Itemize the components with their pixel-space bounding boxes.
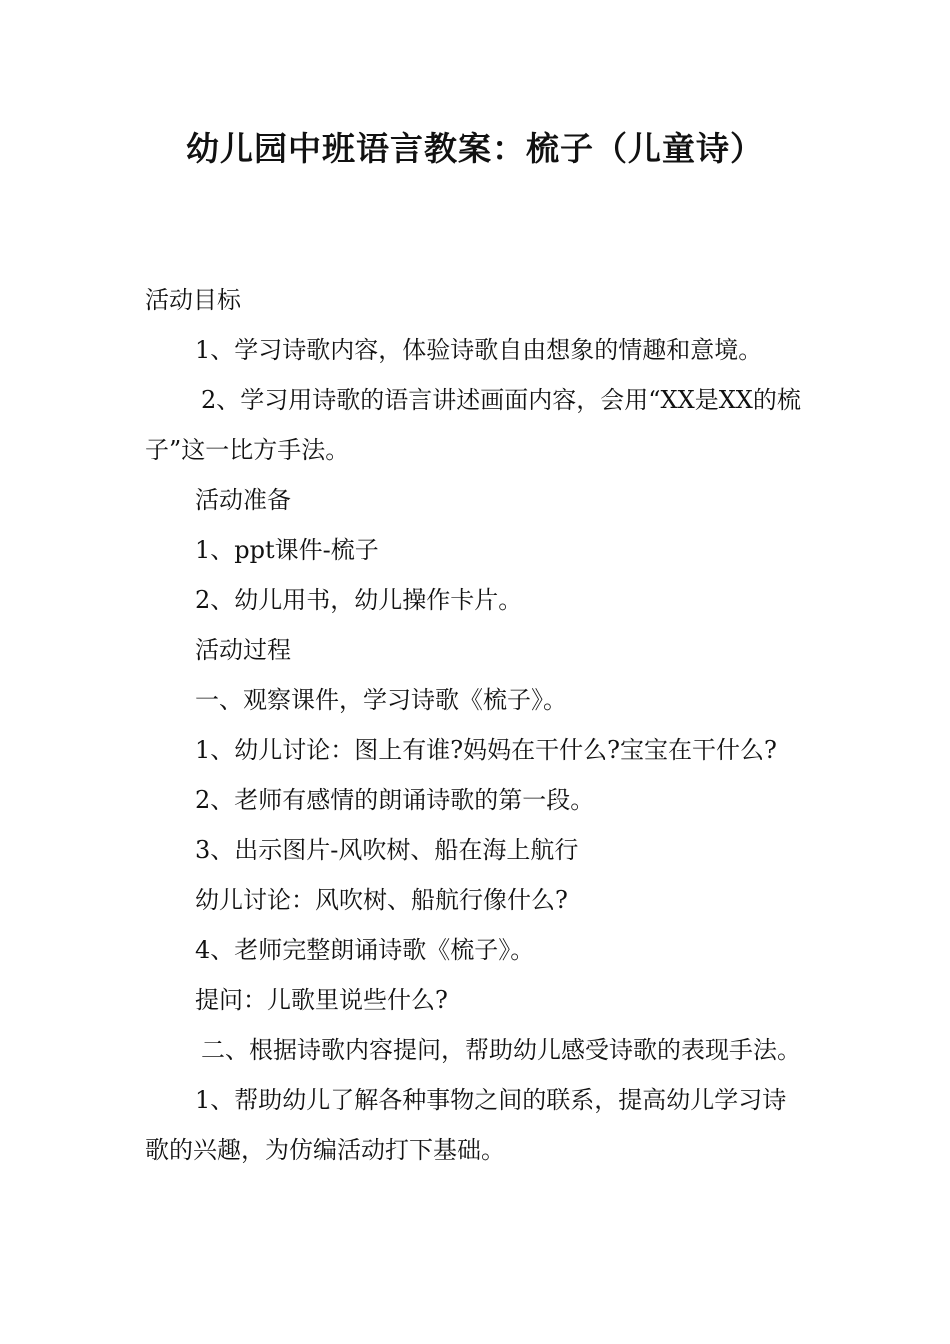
paragraph: 1、幼儿讨论：图上有谁?妈妈在干什么?宝宝在干什么? bbox=[195, 736, 777, 764]
section-heading-preparation: 活动准备 bbox=[195, 486, 291, 514]
paragraph: 3、出示图片-风吹树、船在海上航行 bbox=[195, 836, 579, 864]
paragraph: 一、观察课件，学习诗歌《梳子》。 bbox=[195, 686, 567, 714]
paragraph: 2、老师有感情的朗诵诗歌的第一段。 bbox=[195, 786, 595, 814]
document-title: 幼儿园中班语言教案：梳子（儿童诗） bbox=[186, 129, 764, 168]
paragraph: 2、幼儿用书，幼儿操作卡片。 bbox=[195, 586, 523, 614]
paragraph: 2、学习用诗歌的语言讲述画面内容，会用“XX是XX的梳子”这一比方手法。 bbox=[145, 386, 801, 464]
paragraph: 1、ppt课件-梳子 bbox=[195, 536, 379, 564]
paragraph: 幼儿讨论：风吹树、船航行像什么? bbox=[195, 886, 568, 914]
paragraph: 二、根据诗歌内容提问，帮助幼儿感受诗歌的表现手法。 bbox=[201, 1036, 801, 1064]
paragraph: 1、帮助幼儿了解各种事物之间的联系，提高幼儿学习诗歌的兴趣，为仿编活动打下基础。 bbox=[145, 1086, 787, 1164]
section-heading-process: 活动过程 bbox=[195, 636, 291, 664]
paragraph: 提问：儿歌里说些什么? bbox=[195, 986, 448, 1014]
paragraph: 4、老师完整朗诵诗歌《梳子》。 bbox=[195, 936, 535, 964]
paragraph: 1、学习诗歌内容，体验诗歌自由想象的情趣和意境。 bbox=[195, 336, 763, 364]
section-heading-goals: 活动目标 bbox=[145, 286, 241, 314]
document-body bbox=[145, 275, 810, 1175]
